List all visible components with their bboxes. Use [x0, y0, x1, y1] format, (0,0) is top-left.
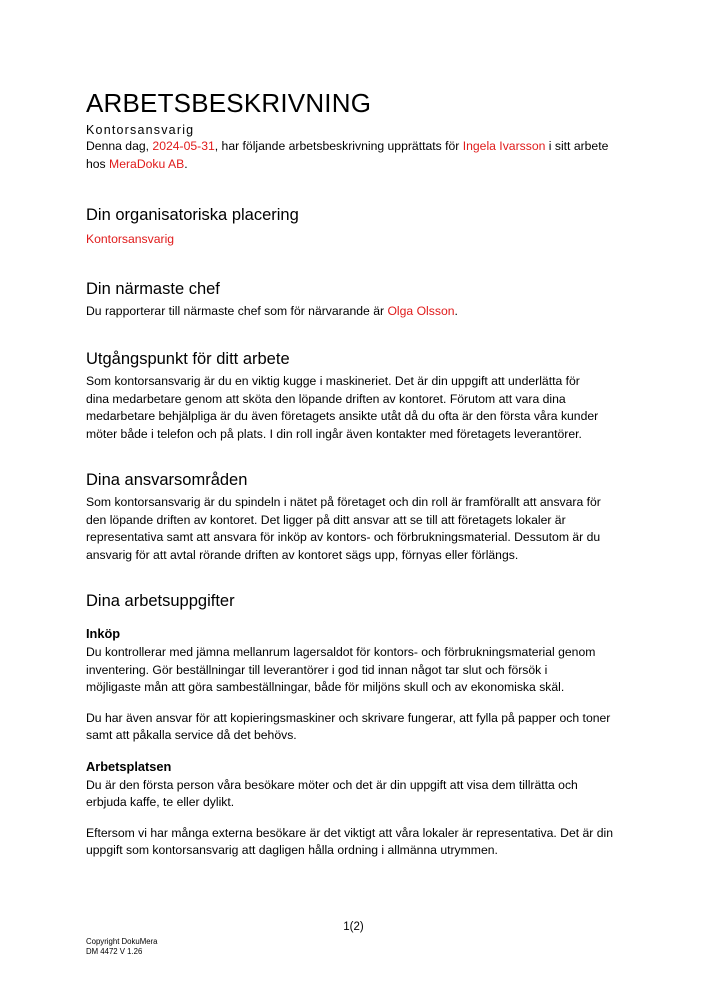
text-line: samt att påkalla service då det behövs.: [86, 728, 297, 742]
responsibilities-paragraph: [86, 494, 626, 564]
workplace-paragraph-1: [86, 777, 626, 812]
manager-text: .: [454, 303, 458, 318]
company-name: MeraDoku AB: [109, 156, 185, 171]
text-line: Du kontrollerar med jämna mellanrum lagersaldot för kontors- och förbrukningsmaterial genom: [86, 645, 596, 659]
copyright-text: Copyright DokuMera: [86, 937, 158, 946]
manager-name: Olga Olsson: [387, 303, 455, 318]
intro-text: Denna dag,: [86, 139, 153, 153]
subheading-purchasing: Inköp: [86, 626, 121, 641]
text-line: uppgift som kontorsansvarig att dagligen hålla ordning i allmänna utrymmen.: [86, 843, 498, 857]
subheading-workplace: Arbetsplatsen: [86, 758, 172, 774]
intro-date: 2024-05-31: [152, 139, 215, 153]
workplace-paragraph-2: [86, 825, 626, 860]
page-number: 1(2): [343, 921, 364, 933]
text-line: Du är den första person våra besökare möter och det är din uppgift att visa dem tillrätta och: [86, 777, 578, 792]
text-line: inventering. Gör beställningar till leverantörer i god tid innan något tar slut och försök i: [86, 662, 548, 677]
text-line: Som kontorsansvarig är du en viktig kugge i maskineriet. Det är din uppgift att underlätta för: [86, 374, 580, 388]
intro-text: , har följande arbetsbeskrivning upprättats för: [214, 139, 463, 153]
section-heading-placement: Din organisatoriska placering: [86, 206, 299, 224]
intro-text: i sitt arbete hos: [86, 139, 609, 171]
text-line: dina medarbetare genom att sköta den löpande driften av kontoret. Förutom att vara dina: [86, 391, 566, 406]
text-line: erbjuda kaffe, te eller dylikt.: [86, 795, 235, 809]
intro-paragraph: [86, 138, 626, 173]
text-line: ansvarig för att avtal rörande driften av kontoret sägs upp, förnyas eller förlängs.: [86, 547, 519, 562]
placement-value: Kontorsansvarig: [86, 232, 175, 246]
text-line: möter både i telefon och på plats. I din roll ingår även kontakter med företagets leverantörer.: [86, 426, 582, 441]
purchasing-paragraph-1: [86, 644, 626, 697]
document-id: DM 4472 V 1.26: [86, 947, 143, 956]
manager-text: Du rapporterar till närmaste chef som för närvarande är: [86, 303, 388, 318]
section-heading-tasks: Dina arbetsuppgifter: [86, 592, 235, 610]
document-title: ARBETSBESKRIVNING: [86, 88, 372, 118]
manager-paragraph: [86, 303, 626, 321]
text-line: Du har även ansvar för att kopieringsmaskiner och skrivare fungerar, att fylla på papper och toner: [86, 710, 611, 725]
intro-text: .: [184, 156, 188, 171]
text-line: Eftersom vi har många externa besökare är det viktigt att våra lokaler är representativa. Det är din: [86, 825, 614, 840]
employee-name: Ingela Ivarsson: [462, 139, 546, 153]
text-line: representativa samt att ansvara för inköp av kontors- och förbrukningsmaterial. Dessutom är du: [86, 530, 601, 544]
text-line: medarbetare behjälpliga är du även företagets ansikte utåt då du ofta är den första våra kunder: [86, 409, 599, 423]
document-subtitle: Kontorsansvarig: [86, 123, 195, 137]
section-heading-starting-point: Utgångspunkt för ditt arbete: [86, 350, 290, 368]
copyright-notice: [86, 937, 158, 957]
text-line: möjligaste mån att göra sambeställningar, både för miljöns skull och av ekonomiska skäl.: [86, 680, 565, 694]
text-line: den löpande driften av kontoret. Det ligger på ditt ansvar att se till att företagets lokaler är: [86, 512, 566, 527]
section-heading-manager: Din närmaste chef: [86, 279, 220, 298]
document-content: [86, 86, 626, 860]
section-heading-responsibilities: Dina ansvarsområden: [86, 471, 248, 489]
text-line: Som kontorsansvarig är du spindeln i nätet på företaget och din roll är framförallt att ansvara för: [86, 495, 601, 509]
purchasing-paragraph-2: [86, 710, 626, 745]
starting-point-paragraph: [86, 373, 626, 443]
